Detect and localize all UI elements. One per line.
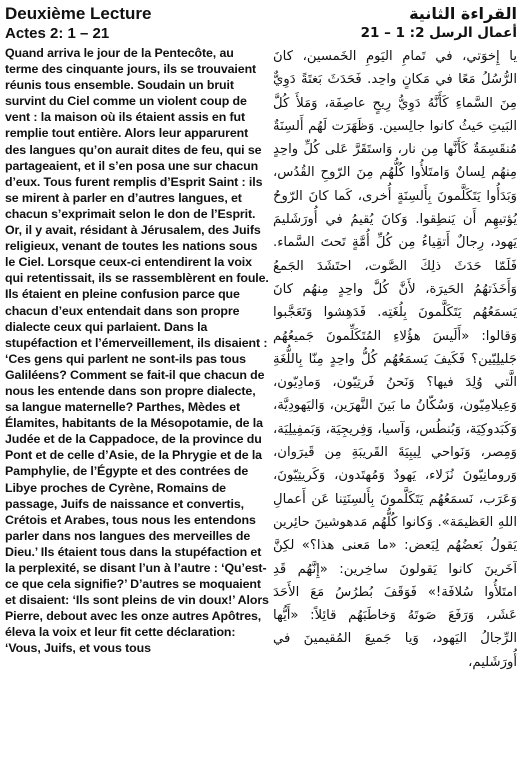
arabic-reference: أعمال الرسل 2: 1 – 21 — [360, 25, 517, 41]
french-column — [5, 4, 269, 760]
french-reading-text: Quand arriva le jour de la Pentecôte, au terme des cinquante jours, ils se trouvaient réunis tous ensemble. Soudain un bruit survint du Ciel comme un violent coup de vent : la maison où ils étaient assis en fut remplie tout entière. Alors leur apparurent des langues qu’on aurait dites de feu, qui se partageaient, et il s’en posa une sur chacun d’eux. Tous furent remplis d’Esprit Saint : ils se mirent à parler en d’autres langues, et chacun s’exprimait selon le don de l’Esprit. Or, il y avait, résidant à Jérusalem, des Juifs religieux, venant de toutes les nations sous le Ciel. Lorsque ceux-ci entendirent la voix qui retentissait, ils se rassemblèrent en foule. Ils étaient en pleine confusion parce que chacun d’eux entendait dans son propre dialecte ceux qui parlaient. Dans la stupéfaction et l’émerveillement, ils disaient : ‘Ces gens qui parlent ne sont-ils pas tous Galiléens? Comment se fait-il que chacun de nous les entende dans son propre dialecte, sa langue maternelle? Parthes, Mèdes et Élamites, habitants de la Mésopotamie, de la Judée et de la Cappadoce, de la province du Pont et de celle d’Asie, de la Phrygie et de la Pamphylie, de l’Égypte et des contrées de Libye proches de Cyrène, Romains de passage, Juifs de naissance et convertis, Crétois et Arabes, tous nous les entendons parler dans nos langues des merveilles de Dieu.’ Ils étaient tous dans la stupéfaction et la perplexité, se disant l’un à l’autre : ‘Qu’est-ce que cela signifie?’ D’autres se moquaient et disaient: ‘Ils sont pleins de vin doux!’ Alors Pierre, debout avec les onze autres Apôtres, éleva la voix et leur fit cette déclaration: ‘Vous, Juifs, et vous tous — [5, 46, 269, 656]
arabic-column — [273, 4, 517, 760]
arabic-reading-text: يا إِخوَتي، في تَمامِ اليَومِ الخَمسين، كانَ الرُّسُلُ مَعًا في مَكانٍ واحِد. فَحَدَثَ بَغتَةً دَوِيٌّ مِنَ السَّماءِ كَأَنَّهُ دَوِيُّ رِيحٍ عاصِفَة، وَمَلأَ كُلَّ البَيتِ حَيثُ كانوا جالِسين. وَظَهَرَت لَهُم أَلسِنَةٌ مُنقَسِمَةٌ كَأَنَّها مِن نار، وَاستَقَرَّ عَلى كُلِّ واحِدٍ مِنهُم لِسانٌ وَامتَلأُوا كُلُّهُم مِنَ الرّوحِ القُدُس، وَبَدَأُوا يَتَكَلَّمونَ بِأَلسِنَةٍ أُخرى، كَما كانَ الرّوحُ يُؤتيهِم أَن يَنطِقوا. وَكانَ يُقيمُ في أُورَشَليمَ يَهود، رِجالٌ أَتقِياءُ مِن كُلِّ أُمَّةٍ تَحتَ السَّماء. فَلَمّا حَدَثَ ذلِكَ الصَّوت، احتَشَدَ الجَمعُ وَأَخَذَتهُمُ الحَيرَة، لأَنَّ كُلَّ واحِدٍ مِنهُم كانَ يَسمَعُهُم يَتَكَلَّمونَ بِلُغَتِه. فَدَهِشوا وَتَعَجَّبوا وَقالوا: «أَلَيسَ هؤُلاءِ المُتَكَلِّمونَ جَميعُهُم جَليلِيّين؟ فَكَيفَ يَسمَعُهُم كُلُّ واحِدٍ مِنّا بِاللُّغَةِ الَّتي وُلِدَ فيها؟ وَنَحنُ فَرتِيّون، وَمادِيّون، وَعِيلامِيّون، وَسُكّانُ ما بَينَ النَّهرَين، وَاليَهودِيَّة، وَكَبَدوكِيَة، وَبُنطُس، وَآسيا، وَفِريجِيَة، وَبَمفِيلِيَة، وَمِصر، وَنَواحي لِيبِيَةَ القَريبَةِ مِن قَيرَوان، وَرومانِيّونَ نُزَلاء، يَهودٌ وَمُهتَدون، وَكَريتِيّونَ، وَعَرَب، نَسمَعُهُم يَتَكَلَّمونَ بِأَلسِنَتِنا عَن أَعمالِ اللهِ العَظيمَة». وَكانوا كُلُّهُم مَدهوشينَ حائِرين يَقولُ بَعضُهُم لِبَعض: «ما مَعنى هذا؟» لكِنَّ آخَرينَ كانوا يَقولونَ ساخِرين: «إِنَّهُم قَدِ امتَلأُوا سُلافَة!» فَوَقَفَ بُطرُسُ مَعَ الأَحَدَ عَشَر، وَرَفَعَ صَوتَهُ وَخاطَبَهُم قائِلاً: «أَيُّها الرِّجالُ اليَهود، وَيا جَميعَ المُقيمينَ في أُورَشَليم، — [273, 49, 517, 670]
french-title: Deuxième Lecture — [5, 4, 152, 23]
arabic-title: القراءة الثانية — [409, 4, 517, 23]
french-reference: Actes 2: 1 – 21 — [5, 25, 110, 42]
